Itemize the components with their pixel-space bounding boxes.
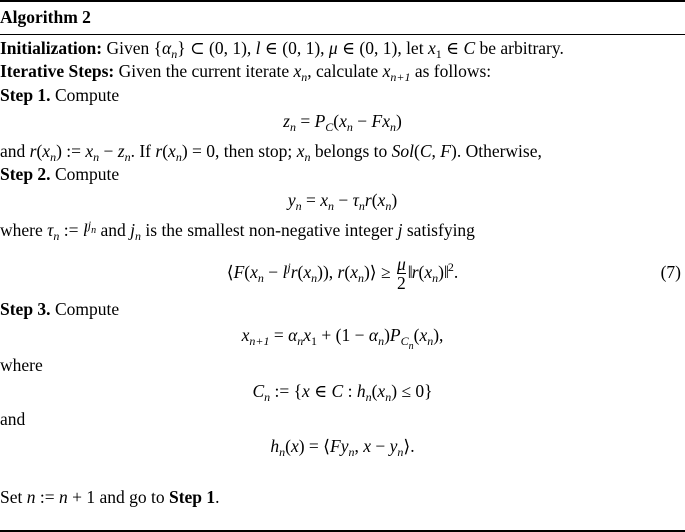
residual-line: and $r(x_n)$ := $x_n - z_n$. If $r(x_n) = 0$, then stop; $x_n$ belongs to Sol(C, F). Otherwise,: [0, 141, 542, 164]
equation-number: (7): [660, 262, 681, 282]
iterative-steps-line: Iterative Steps: Given the current iterate $x_n$, calculate $x_{n+1}$ as follows:: [0, 61, 492, 84]
equation-x-update: $x_{n+1} = \alpha_nx_1 + (1 - \alpha_n)P_{C_n}(x_n)$,: [241, 325, 444, 352]
step-size-line: where $\tau_n$ := $l^{j_n}$ and $j_n$ is the smallest non-negative integer j satisfying: [0, 218, 475, 243]
initialization-line: Initialization: Given $\{\alpha_n\}$ ⊂ (0, 1), l ∈ (0, 1), μ ∈ (0, 1), let $x_1$ ∈ C be arbitrary.: [0, 38, 564, 61]
where-label: where: [0, 355, 43, 375]
and-label: and: [0, 409, 26, 429]
step1-line: Step 1. Compute: [0, 85, 120, 105]
step3-line: Step 3. Compute: [0, 299, 120, 319]
step2-line: Step 2. Compute: [0, 164, 120, 184]
equation-y: $y_n = x_n - \tau_nr(x_n)$: [287, 190, 398, 213]
equation-7: $⟨F(x_n - l^jr(x_n))$, $r(x_n)⟩$ ≥ $\frac{\mu}{2}$ $‖r(x_n)‖^2$. (7): [0, 252, 685, 292]
equation-C-set: $C_n$ := {x ∈ C : $h_n(x_n) \le 0$}: [252, 381, 433, 404]
final-line: Set n := n + 1 and go to Step 1.: [0, 487, 220, 507]
equation-h: $h_n(x)$ = $⟨Fy_n$, $x - y_n⟩$.: [270, 436, 415, 459]
fraction-mu-over-2: $\frac{\mu}{2}$: [396, 254, 406, 294]
algorithm-title: Algorithm 2: [0, 7, 91, 27]
title-rule: [0, 34, 685, 35]
equation-z: $z_n = P_C(x_n - Fx_n)$: [283, 111, 402, 134]
top-rule: [0, 0, 685, 2]
